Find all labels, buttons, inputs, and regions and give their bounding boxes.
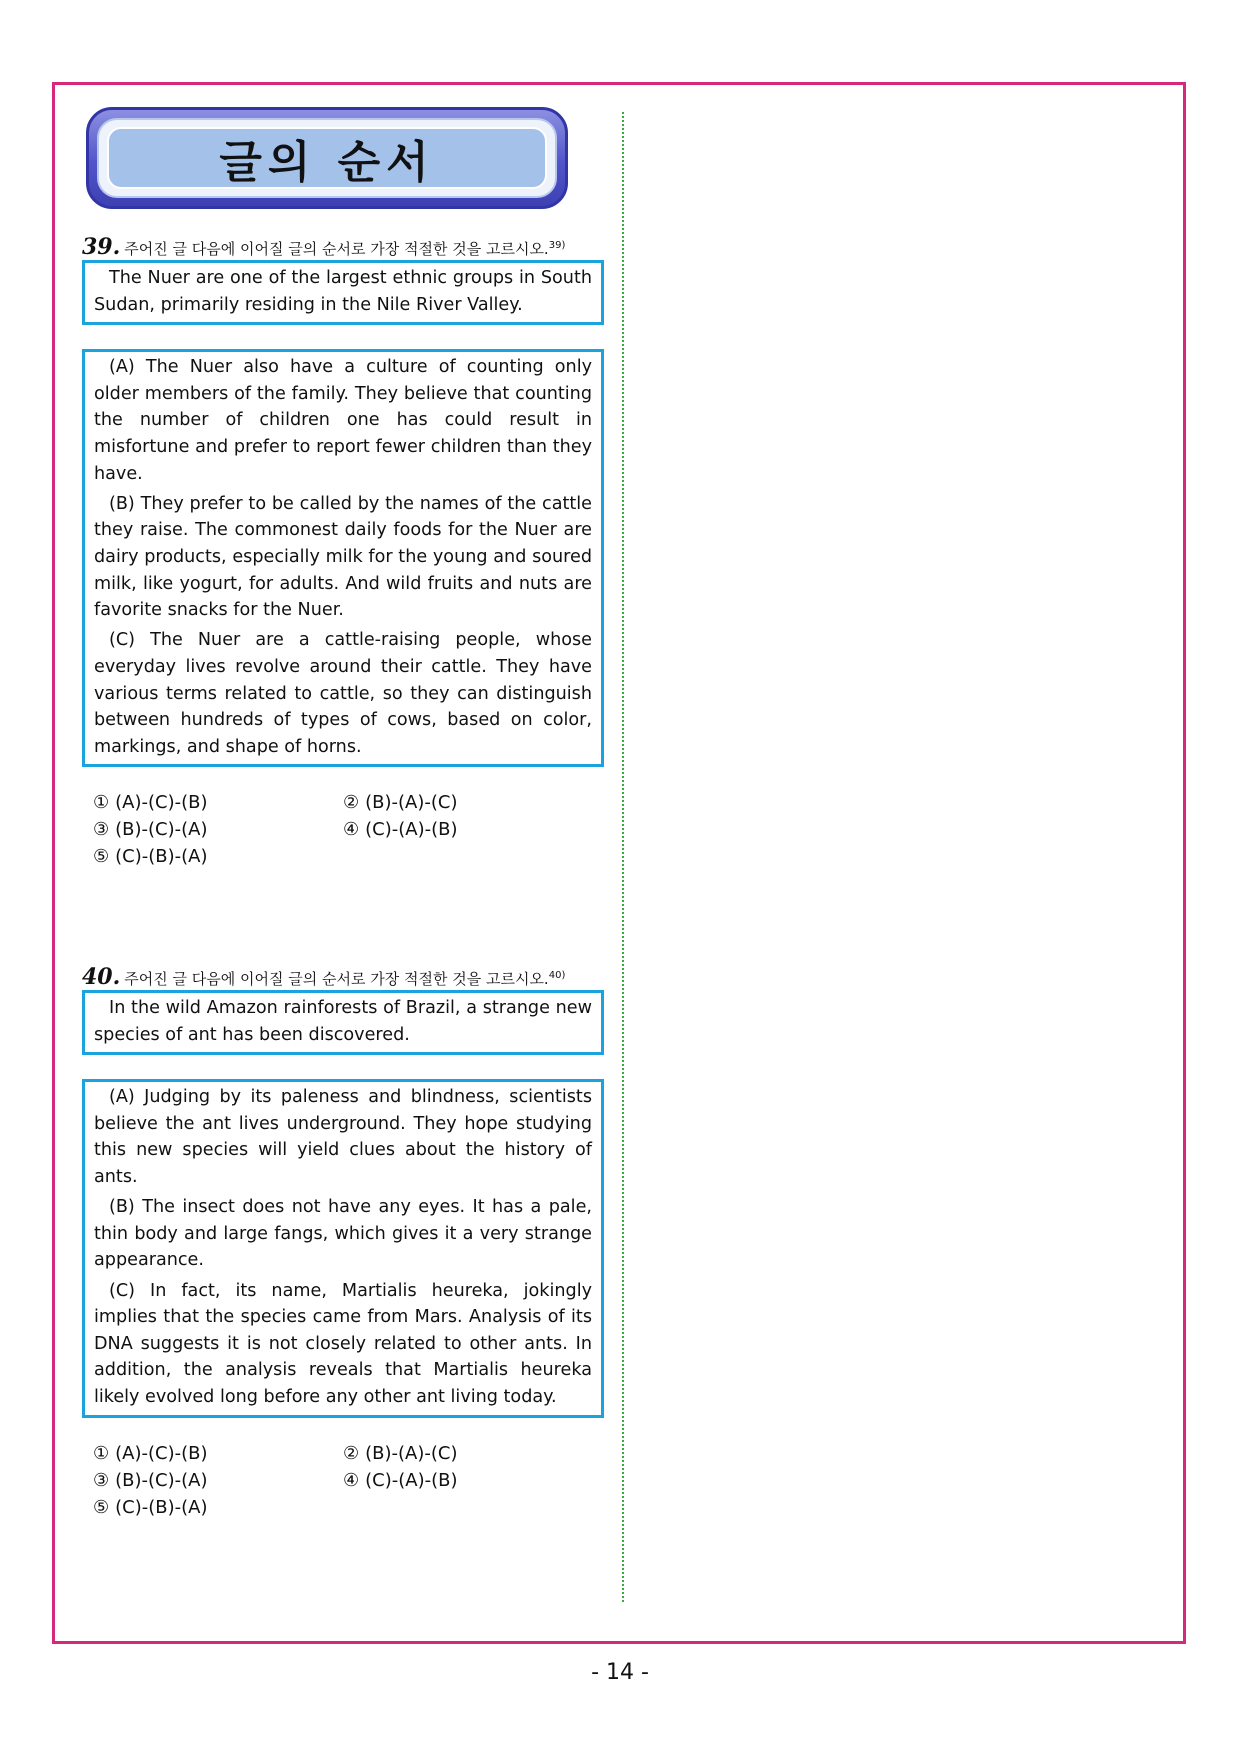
question-prompt: 주어진 글 다음에 이어질 글의 순서로 가장 적절한 것을 고르시오. bbox=[124, 240, 549, 258]
question-number: 39. bbox=[82, 234, 121, 260]
answer-option-3[interactable]: ③ (B)-(C)-(A) bbox=[93, 1469, 208, 1491]
passage-b: (B) They prefer to be called by the names of the cattle they raise. The commonest daily foods for the Nuer are dairy products, especially milk for the young and soured milk, like yogurt, for adults. And wild fruits and nuts are favorite snacks for the Nuer. bbox=[94, 493, 592, 621]
answer-option-4[interactable]: ④ (C)-(A)-(B) bbox=[343, 819, 458, 841]
answer-option-5[interactable]: ⑤ (C)-(B)-(A) bbox=[93, 1496, 208, 1518]
question-header bbox=[82, 963, 604, 989]
ordering-passages-box bbox=[82, 1079, 604, 1417]
answer-option-1[interactable]: ① (A)-(C)-(B) bbox=[93, 1442, 208, 1464]
answer-options bbox=[82, 790, 604, 870]
question-40 bbox=[82, 963, 604, 1521]
column-divider bbox=[622, 112, 624, 1602]
answer-option-1[interactable]: ① (A)-(C)-(B) bbox=[93, 792, 208, 814]
answer-option-5[interactable]: ⑤ (C)-(B)-(A) bbox=[93, 846, 208, 868]
passage-a: (A) Judging by its paleness and blindness, scientists believe the ant lives underground. They hope studying this new species will yield clues about the history of ants. bbox=[94, 1087, 592, 1187]
passage-c: (C) The Nuer are a cattle-raising people, whose everyday lives revolve around their cattle. They have various terms related to cattle, so they can distinguish between hundreds of types of cows, based on color, markings, and shape of horns. bbox=[94, 630, 592, 757]
question-header bbox=[82, 233, 604, 259]
given-passage: The Nuer are one of the largest ethnic groups in South Sudan, primarily residing in the Nile River Valley. bbox=[94, 268, 592, 315]
question-footnote-ref: 40) bbox=[548, 970, 566, 981]
ordering-passages-box bbox=[82, 349, 604, 767]
given-passage: In the wild Amazon rainforests of Brazil, a strange new species of ant has been discovered. bbox=[94, 998, 592, 1045]
question-number: 40. bbox=[82, 964, 121, 990]
answer-option-2[interactable]: ② (B)-(A)-(C) bbox=[343, 1442, 458, 1464]
question-prompt: 주어진 글 다음에 이어질 글의 순서로 가장 적절한 것을 고르시오. bbox=[124, 970, 549, 988]
page-number: - 14 - bbox=[591, 1660, 649, 1685]
answer-options bbox=[82, 1441, 604, 1521]
passage-c: (C) In fact, its name, Martialis heureka, jokingly implies that the species came from Mars. Analysis of its DNA suggests it is not closely related to other ants. In addition, the analysis reveals that Martialis heureka likely evolved long before any other ant living today. bbox=[94, 1280, 592, 1407]
passage-b: (B) The insect does not have any eyes. It has a pale, thin body and large fangs, which gives it a very strange appearance. bbox=[94, 1197, 592, 1271]
question-footnote-ref: 39) bbox=[548, 240, 566, 251]
given-passage-box bbox=[82, 260, 604, 325]
answer-option-2[interactable]: ② (B)-(A)-(C) bbox=[343, 792, 458, 814]
section-title-banner bbox=[86, 107, 568, 209]
given-passage-box bbox=[82, 990, 604, 1055]
question-39 bbox=[82, 233, 604, 870]
answer-option-3[interactable]: ③ (B)-(C)-(A) bbox=[93, 819, 208, 841]
answer-option-4[interactable]: ④ (C)-(A)-(B) bbox=[343, 1469, 458, 1491]
section-title: 글의 순서 bbox=[219, 137, 435, 188]
passage-a: (A) The Nuer also have a culture of counting only older members of the family. They believe that counting the number of children one has could result in misfortune and prefer to report fewer children than they have. bbox=[94, 357, 592, 484]
